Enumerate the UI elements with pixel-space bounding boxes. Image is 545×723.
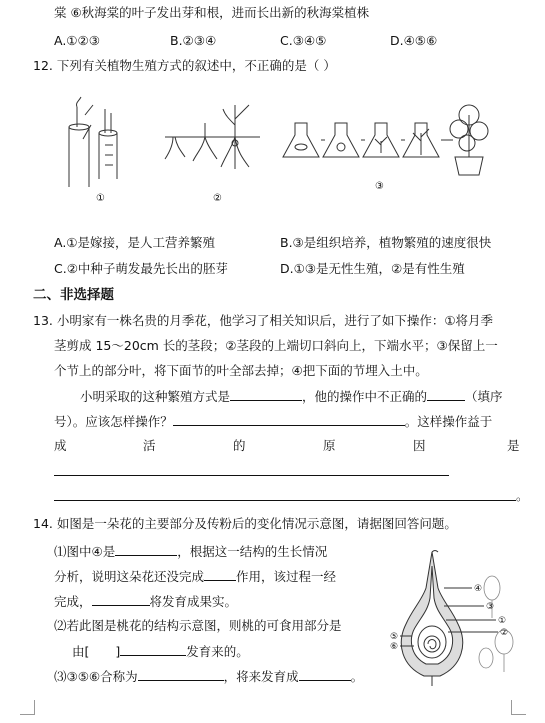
q14-part-3 bbox=[54, 668, 363, 685]
germination-illustration bbox=[165, 105, 260, 169]
flower-label-5: ⑤ bbox=[390, 632, 399, 642]
q13-text-fill: （填序 bbox=[465, 389, 503, 404]
answer-blank-origin[interactable] bbox=[120, 643, 186, 656]
q14-text-3b: 将发育成果实。 bbox=[149, 594, 238, 609]
q13-line-6-char-6: 是 bbox=[507, 438, 520, 453]
q13-line-4 bbox=[80, 388, 503, 405]
flower-label-4: ④ bbox=[474, 584, 483, 594]
answer-line-1[interactable] bbox=[54, 475, 449, 476]
q13-line-1: 13. 小明家有一株名贵的月季花，他学习了相关知识后，进行了如下操作：①将月季 bbox=[33, 313, 494, 328]
q13-text-benefit: 。这样操作益于 bbox=[404, 414, 493, 429]
q14-part-1-line-3 bbox=[54, 593, 237, 610]
q14-text-1b: ，根据这一结构的生长情况 bbox=[177, 544, 328, 559]
q13-line-6-char-3: 的 bbox=[233, 438, 246, 453]
q12-option-c: C.②中种子萌发最先长出的胚芽 bbox=[54, 261, 228, 276]
grafting-illustration bbox=[69, 97, 117, 187]
q13-line-6-char-2: 活 bbox=[143, 438, 156, 453]
q11-option-c: C.③④⑤ bbox=[280, 33, 327, 48]
q14-part-2-line-2 bbox=[72, 643, 249, 660]
q14-text-5b: ] bbox=[115, 644, 121, 659]
q14-text-6a: ⑶③⑤⑥合称为 bbox=[54, 669, 138, 684]
answer-blank-process[interactable] bbox=[204, 568, 236, 581]
q14-text-1a: ⑴图中④是 bbox=[54, 544, 116, 559]
answer-blank-structure4[interactable] bbox=[115, 543, 177, 556]
answer-blank-method[interactable] bbox=[230, 388, 302, 401]
q11-option-d: D.④⑤⑥ bbox=[390, 33, 438, 48]
figure-label-3: ③ bbox=[375, 181, 384, 192]
q13-line-2: 茎剪成 15～20cm 长的茎段；②茎段的上端切口斜向上，下端水平；③保留上一 bbox=[54, 338, 498, 353]
flower-diagram bbox=[388, 548, 520, 688]
q14-part-2-line-1: ⑵若此图是桃花的结构示意图，则桃的可食用部分是 bbox=[54, 618, 342, 633]
q14-text-5a: 由[ bbox=[72, 644, 90, 659]
flower-label-3: ③ bbox=[486, 602, 495, 612]
q11-statement-6: 棠 ⑥秋海棠的叶子发出芽和根，进而长出新的秋海棠植株 bbox=[54, 5, 370, 20]
q14-text-2a: 分析，说明这朵花还没完成 bbox=[54, 569, 205, 584]
answer-blank-fruit-part[interactable] bbox=[92, 593, 150, 606]
q14-part-1-line-2 bbox=[54, 568, 336, 585]
q14-text-6c: 。 bbox=[350, 669, 364, 684]
answer-blank-develop[interactable] bbox=[299, 668, 351, 681]
flower-label-2: ② bbox=[500, 628, 509, 638]
q11-option-a: A.①②③ bbox=[54, 33, 100, 48]
q14-text-5c: 发育来的。 bbox=[186, 644, 249, 659]
q13-line-5 bbox=[54, 413, 492, 430]
flower-label-6: ⑥ bbox=[390, 642, 399, 652]
q14-text-3a: 完成， bbox=[54, 594, 92, 609]
q12-option-d: D.①③是无性生殖，②是有性生殖 bbox=[280, 261, 465, 276]
section-title: 二、非选择题 bbox=[33, 287, 114, 303]
page-corner-mark-left bbox=[20, 700, 35, 715]
q14-text-2b: 作用，该过程一经 bbox=[236, 569, 337, 584]
q11-option-b: B.②③④ bbox=[170, 33, 217, 48]
tissue-culture-illustration bbox=[283, 105, 488, 175]
answer-blank-how[interactable] bbox=[173, 413, 405, 426]
q12-figure bbox=[55, 95, 505, 205]
q13-line-6-char-5: 因 bbox=[413, 438, 426, 453]
page-corner-mark-right bbox=[511, 700, 526, 715]
figure-label-2: ② bbox=[213, 193, 222, 204]
q13-line-6-char-4: 原 bbox=[323, 438, 336, 453]
answer-blank-incorrect[interactable] bbox=[427, 388, 465, 401]
answer-blank-collective[interactable] bbox=[138, 668, 224, 681]
q14-stem: 14. 如图是一朵花的主要部分及传粉后的变化情况示意图，请据图回答问题。 bbox=[33, 516, 457, 531]
q14-part-1-line-1 bbox=[54, 543, 327, 560]
q13-line-3: 个节上的部分叶，将下面节的叶全部去掉；④把下面的节埋入土中。 bbox=[54, 363, 428, 378]
q13-end-mark: 。 bbox=[516, 488, 529, 503]
answer-line-2[interactable] bbox=[54, 500, 516, 501]
flower-label-1: ① bbox=[498, 616, 507, 626]
q13-text-how: 号）。应该怎样操作？ bbox=[54, 414, 173, 429]
q13-text-incorrect: ，他的操作中不正确的 bbox=[302, 389, 428, 404]
q12-option-b: B.③是组织培养，植物繁殖的速度很快 bbox=[280, 235, 492, 250]
q13-text-method: 小明采取的这种繁殖方式是 bbox=[80, 389, 231, 404]
q14-text-6b: ，将来发育成 bbox=[223, 669, 299, 684]
figure-label-1: ① bbox=[96, 193, 105, 204]
q13-line-6-char-1: 成 bbox=[54, 438, 67, 453]
q12-option-a: A.①是嫁接，是人工营养繁殖 bbox=[54, 235, 216, 250]
q12-stem: 12. 下列有关植物生殖方式的叙述中，不正确的是（ ） bbox=[33, 58, 336, 73]
